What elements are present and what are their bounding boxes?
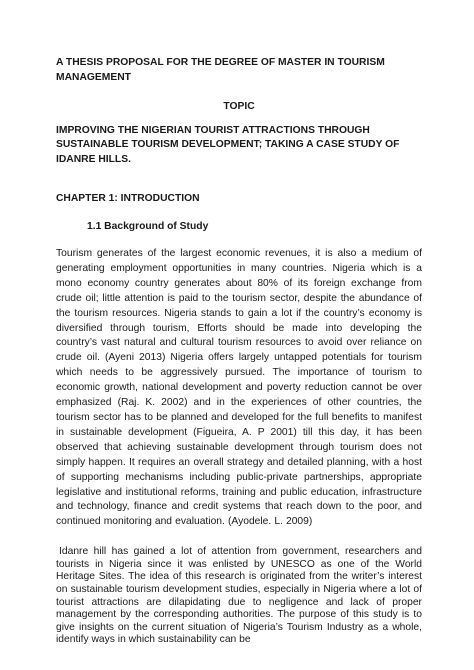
body-paragraph: Tourism generates of the largest economic revenues, it is also a medium of generating employment opportunities in many countries. Nigeria which is a mono economy country generates about 80% of its foreign exchange from crude oil; little attention is paid to the tourism sector, despite the abundance of the tourism resources. Nigeria stands to gain a lot if the country’s economy is diversified through tourism, Efforts should be made into developing the country’s vast natural and cultural tourism resources to avoid over reliance on crude oil. (Ayeni 2013) Nigeria offers largely untapped potentials for tourism which needs to be aggressively pursued. The importance of tourism to economic growth, national development and poverty reduction cannot be over emphasized (Raj. K. 2002) and in the experiences of other countries, the tourism sector has to be planned and developed for the full benefits to manifest in sustainable development (Figueira, A. P 2001) till this day, it has been observed that achieving sustainable development through tourism does not simply happen. It requires an overall strategy and detailed planning, with a host of supporting mechanisms including public-private partnerships, appropriate legislative and institutional reforms, training and public education, infrastructure and technology, finance and credit systems that reach down to the poor, and continued monitoring and evaluation. (Ayodele. L. 2009) bbox=[56, 248, 422, 528]
proposal-heading: A THESIS PROPOSAL FOR THE DEGREE OF MASTER IN TOURISM MANAGEMENT bbox=[56, 57, 385, 83]
thesis-title: IMPROVING THE NIGERIAN TOURIST ATTRACTIONS THROUGH SUSTAINABLE TOURISM DEVELOPMENT; TAKING A CASE STUDY OF IDANRE HILLS. bbox=[56, 124, 400, 165]
body-paragraph bbox=[56, 546, 422, 647]
paragraph-text: Idanre hill has gained a lot of attention from government, researchers and tourists in Nigeria since it was enlisted by UNESCO as one of the World Heritage Sites. The idea of this research is originated from the writer’s interest on sustainable tourism development studies, especially in Nigeria where a lot of tourist attractions are dilapidating due to negligence and lack of proper management by the corresponding authorities. The purpose of this study is to give insights on the current situation of Nigeria’s Tourism Industry as a whole, identify ways in which sustainability can be bbox=[56, 546, 422, 646]
chapter-heading: CHAPTER 1: INTRODUCTION bbox=[56, 193, 200, 204]
section-heading: 1.1 Background of Study bbox=[87, 220, 209, 232]
topic-label: TOPIC bbox=[223, 101, 255, 112]
